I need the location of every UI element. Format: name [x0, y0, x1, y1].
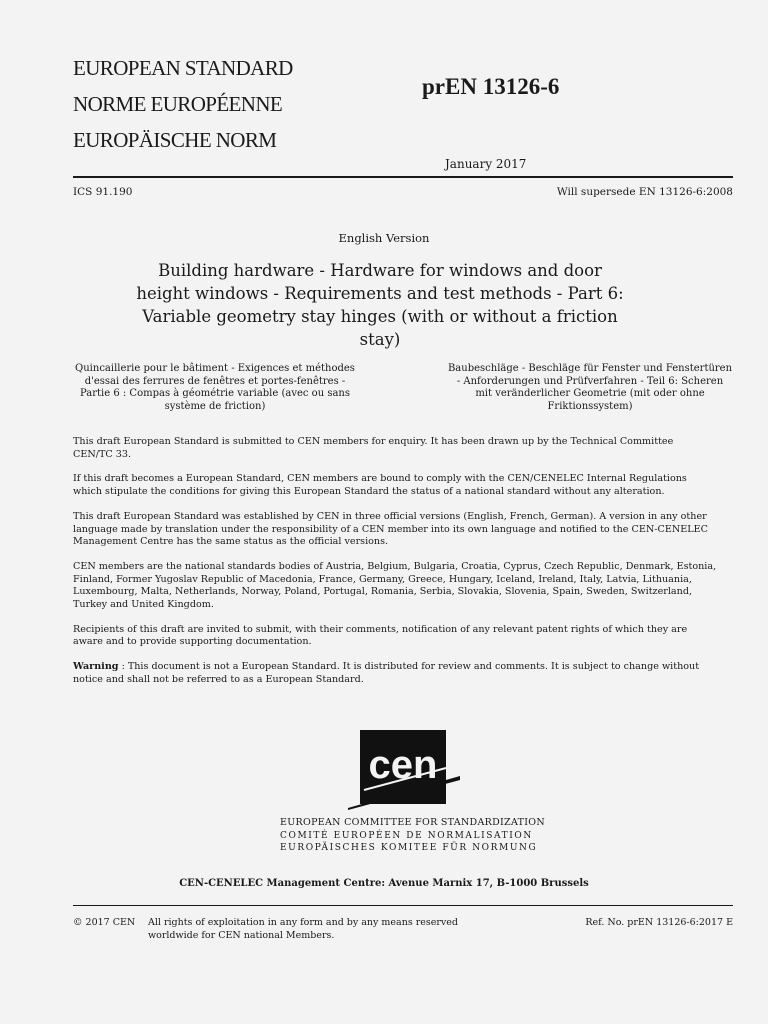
- german-title: [435, 363, 745, 413]
- header-rule: [73, 176, 733, 178]
- logo-text: cen: [368, 743, 438, 787]
- language-version: English Version: [338, 231, 430, 245]
- german-title-line: Friktionssystem): [547, 400, 633, 412]
- warning-label: Warning: [73, 661, 119, 673]
- text-line: notice and shall not be referred to as a European Standard.: [73, 673, 364, 685]
- committee-de: EUROPÄISCHES KOMITEE FÜR NORMUNG: [280, 843, 538, 853]
- german-title-line: mit veränderlicher Geometrie (mit oder ohne: [475, 388, 705, 399]
- title-line: height windows - Requirements and test methods - Part 6:: [136, 284, 624, 303]
- text-line: This draft European Standard is submitted to CEN members for enquiry. It has been drawn up by the Technical Committee: [73, 436, 674, 447]
- french-title-line: Partie 6 : Compas à géométrie variable (avec ou sans: [80, 388, 350, 399]
- rights-notice: [148, 917, 458, 942]
- paragraph-members: [73, 561, 738, 611]
- standard-line-de: EUROPÄISCHE NORM: [73, 128, 277, 152]
- document-number: prEN 13126-6: [422, 74, 560, 99]
- title-line: stay): [359, 330, 401, 349]
- text-line: Luxembourg, Malta, Netherlands, Norway, Poland, Portugal, Romania, Serbia, Slovakia, Slovenia, Spain, Sweden, Switzerland,: [73, 586, 693, 598]
- text-line: Turkey and United Kingdom.: [73, 598, 214, 610]
- french-title-line: d'essai des ferrures de fenêtres et portes-fenêtres -: [84, 375, 346, 387]
- text-line: language made by translation under the responsibility of a CEN member into its own language and notified to the CEN-CENELEC: [73, 523, 708, 535]
- ics-code: ICS 91.190: [73, 186, 133, 198]
- title-line: Building hardware - Hardware for windows and door: [158, 261, 602, 280]
- document-title: [120, 259, 640, 351]
- committee-en: EUROPEAN COMMITTEE FOR STANDARDIZATION: [280, 817, 545, 828]
- text-line: CEN members are the national standards bodies of Austria, Belgium, Bulgaria, Croatia, Cyprus, Czech Republic, Denmark, Estonia,: [73, 561, 717, 573]
- standard-line-en: EUROPEAN STANDARD: [73, 56, 293, 80]
- text-line: which stipulate the conditions for giving this European Standard the status of a national standard without any alteration.: [73, 486, 665, 498]
- publication-date: January 2017: [445, 157, 527, 171]
- german-title-line: - Anforderungen und Prüfverfahren - Teil 6: Scheren: [456, 375, 724, 387]
- standard-line-fr: NORME EUROPÉENNE: [73, 92, 283, 116]
- text-line: : This document is not a European Standard. It is distributed for review and comments. It is subject to change without: [118, 661, 700, 673]
- paragraph-enquiry: [73, 436, 738, 461]
- french-title-line: système de friction): [164, 400, 266, 412]
- cen-logo: [348, 730, 460, 810]
- text-line: This draft European Standard was established by CEN in three official versions (English, French, German). A version in any other: [73, 510, 707, 522]
- german-title-line: Baubeschläge - Beschläge für Fenster und Fenstertüren: [447, 363, 733, 374]
- paragraph-versions: [73, 511, 738, 549]
- text-line: CEN/TC 33.: [73, 448, 132, 460]
- committee-names: [280, 817, 545, 855]
- paragraph-patents: [73, 624, 738, 649]
- text-line: Management Centre has the same status as the official versions.: [73, 536, 389, 548]
- management-centre-address: CEN-CENELEC Management Centre: Avenue Marnix 17, B-1000 Brussels: [179, 878, 589, 889]
- text-line: Finland, Former Yugoslav Republic of Macedonia, France, Germany, Greece, Hungary, Iceland, Ireland, Italy, Latvia, Lithuania,: [73, 573, 692, 585]
- text-line: aware and to provide supporting documentation.: [73, 636, 312, 648]
- copyright: © 2017 CEN: [73, 917, 136, 928]
- french-title: [60, 363, 370, 413]
- supersede-note: Will supersede EN 13126-6:2008: [556, 186, 733, 198]
- text-line: Recipients of this draft are invited to submit, with their comments, notification of any relevant patent rights of which they are: [73, 623, 688, 635]
- french-title-line: Quincaillerie pour le bâtiment - Exigences et méthodes: [75, 363, 355, 374]
- committee-fr: COMITÉ EUROPÉEN DE NORMALISATION: [280, 830, 533, 841]
- rights-line: worldwide for CEN national Members.: [148, 929, 335, 941]
- paragraph-regulations: [73, 473, 738, 498]
- title-line: Variable geometry stay hinges (with or without a friction: [142, 307, 618, 326]
- rights-line: All rights of exploitation in any form and by any means reserved: [148, 917, 459, 928]
- text-line: If this draft becomes a European Standard, CEN members are bound to comply with the CEN/CENELEC Internal Regulations: [73, 473, 687, 485]
- standard-type-heading: [73, 50, 293, 158]
- reference-number: Ref. No. prEN 13126-6:2017 E: [585, 917, 733, 928]
- footer-rule: [73, 905, 733, 906]
- paragraph-warning: [73, 661, 738, 686]
- body-text: [73, 436, 738, 699]
